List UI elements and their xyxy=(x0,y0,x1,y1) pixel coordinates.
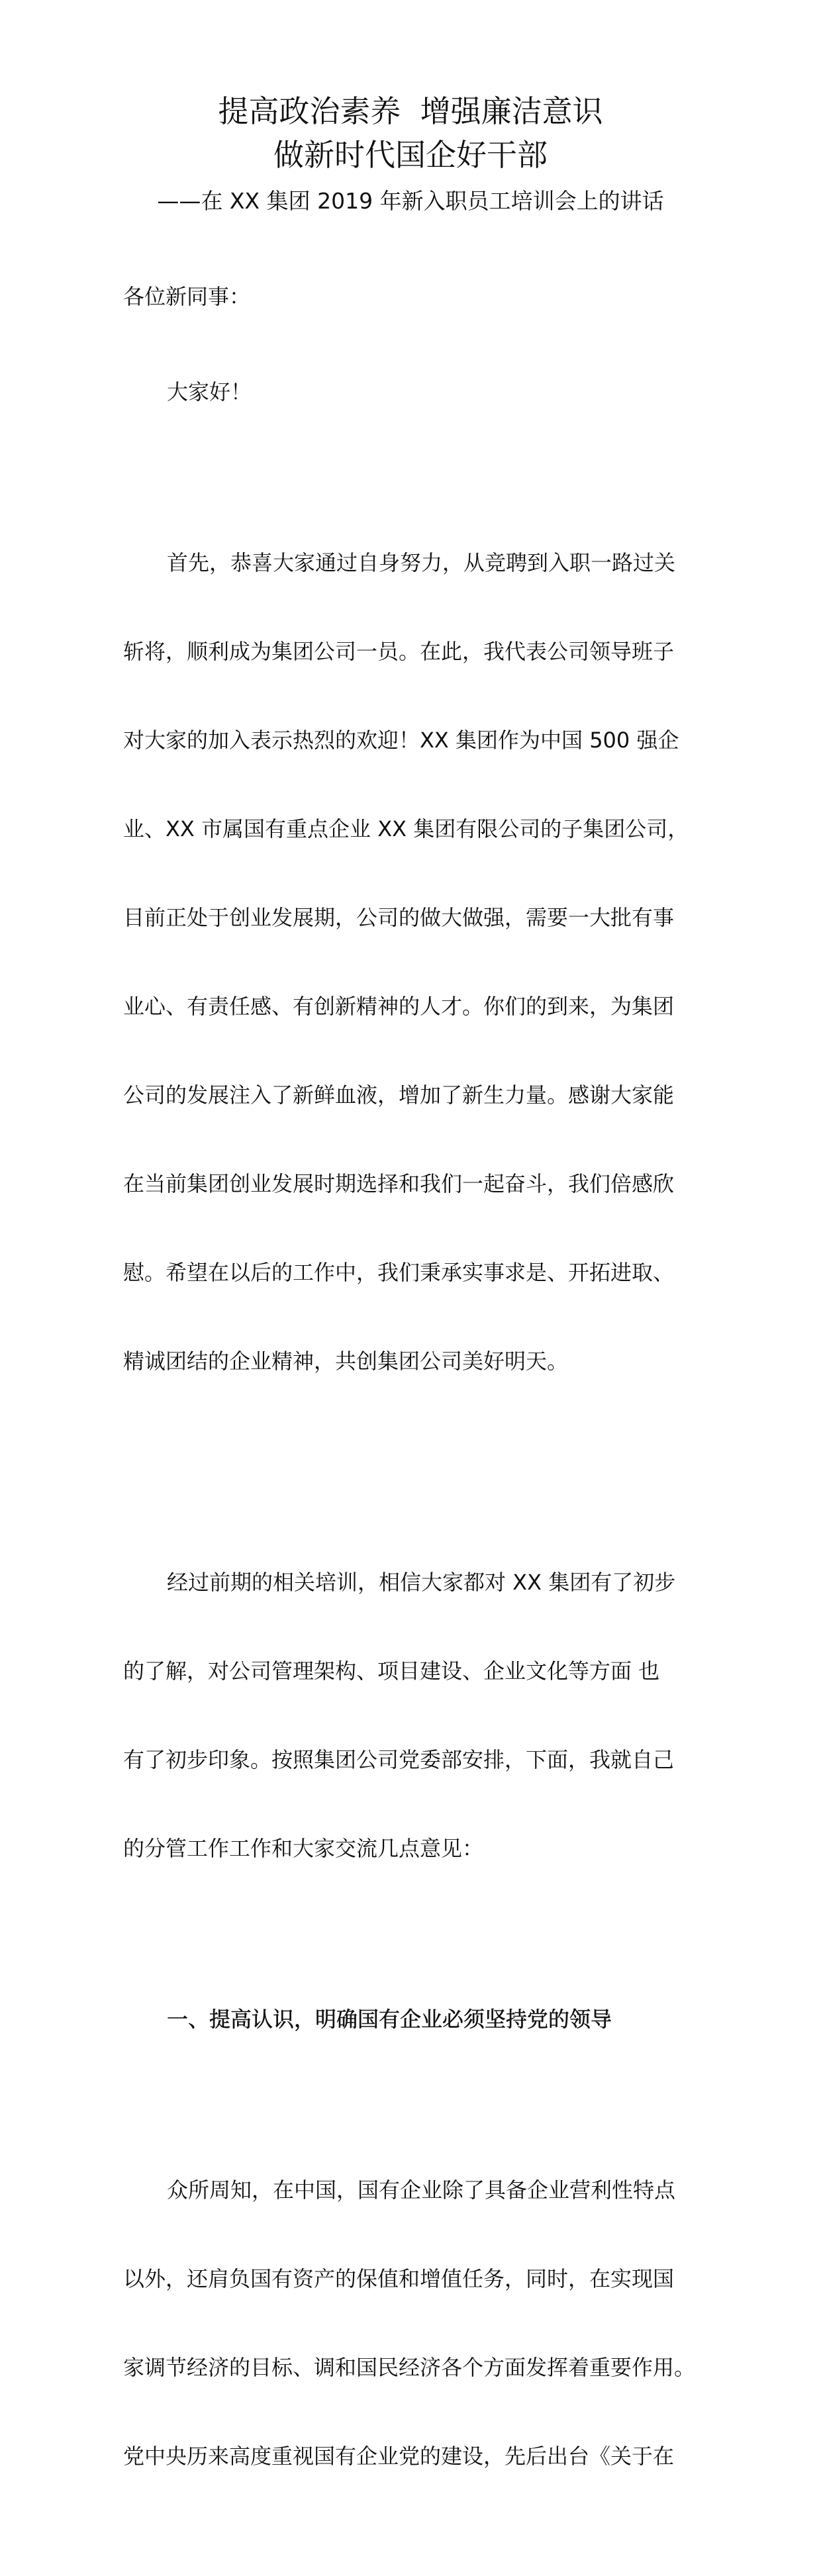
paragraph-line: 对大家的加入表示热烈的欢迎！XX 集团作为中国 500 强企 xyxy=(123,728,679,753)
paragraph-line: 党中央历来高度重视国有企业党的建设，先后出台《关于在 xyxy=(123,2444,675,2469)
paragraph-line: 家调节经济的目标、调和国民经济各个方面发挥着重要作用。 xyxy=(123,2355,696,2380)
section-heading-1: 一、提高认识，明确国有企业必须坚持党的领导 xyxy=(167,2007,612,2032)
paragraph-line: 目前正处于创业发展期，公司的做大做强，需要一大批有事 xyxy=(123,905,675,930)
salutation: 各位新同事： xyxy=(123,284,251,309)
paragraph-line: 精诚团结的企业精神，共创集团公司美好明天。 xyxy=(123,1349,569,1374)
paragraph-line: 业心、有责任感、有创新精神的人才。你们的到来，为集团 xyxy=(123,994,675,1019)
paragraph-line: 以外，还肩负国有资产的保值和增值任务，同时，在实现国 xyxy=(123,2266,675,2291)
paragraph-2 xyxy=(123,1513,739,1918)
document-subtitle: ——在 XX 集团 2019 年新入职员工培训会上的讲话 xyxy=(157,188,664,214)
document-title-line-2: 做新时代国企好干部 xyxy=(273,137,548,173)
paragraph-3 xyxy=(123,2121,739,2526)
paragraph-line: 众所周知，在中国，国有企业除了具备企业营利性特点 xyxy=(167,2177,676,2203)
paragraph-line: 在当前集团创业发展时期选择和我们一起奋斗，我们倍感欣 xyxy=(123,1171,675,1196)
greeting: 大家好！ xyxy=(167,379,252,405)
document-body xyxy=(123,227,739,2576)
paragraph-line: 的分管工作工作和大家交流几点意见： xyxy=(123,1836,484,1861)
paragraph-line: 经过前期的相关培训，相信大家都对 XX 集团有了初步 xyxy=(167,1570,676,1595)
document-title-line-1: 提高政治素养 增强廉洁意识 xyxy=(218,93,603,129)
paragraph-line: 斩将，顺利成为集团公司一员。在此，我代表公司领导班子 xyxy=(123,639,675,664)
paragraph-line: 的了解，对公司管理架构、项目建设、企业文化等方面 也 xyxy=(123,1658,660,1684)
paragraph-line: 慰。希望在以后的工作中，我们秉承实事求是、开拓进取、 xyxy=(123,1260,675,1285)
paragraph-line: 有了初步印象。按照集团公司党委部安排，下面，我就自己 xyxy=(123,1747,675,1772)
paragraph-line: 公司的发展注入了新鲜血液，增加了新生力量。感谢大家能 xyxy=(123,1082,675,1108)
paragraph-1 xyxy=(123,493,739,1431)
paragraph-line: 业、XX 市属国有重点企业 XX 集团有限公司的子集团公司， xyxy=(123,816,689,841)
paragraph-line: 首先，恭喜大家通过自身努力，从竞聘到入职一路过关 xyxy=(167,550,676,575)
